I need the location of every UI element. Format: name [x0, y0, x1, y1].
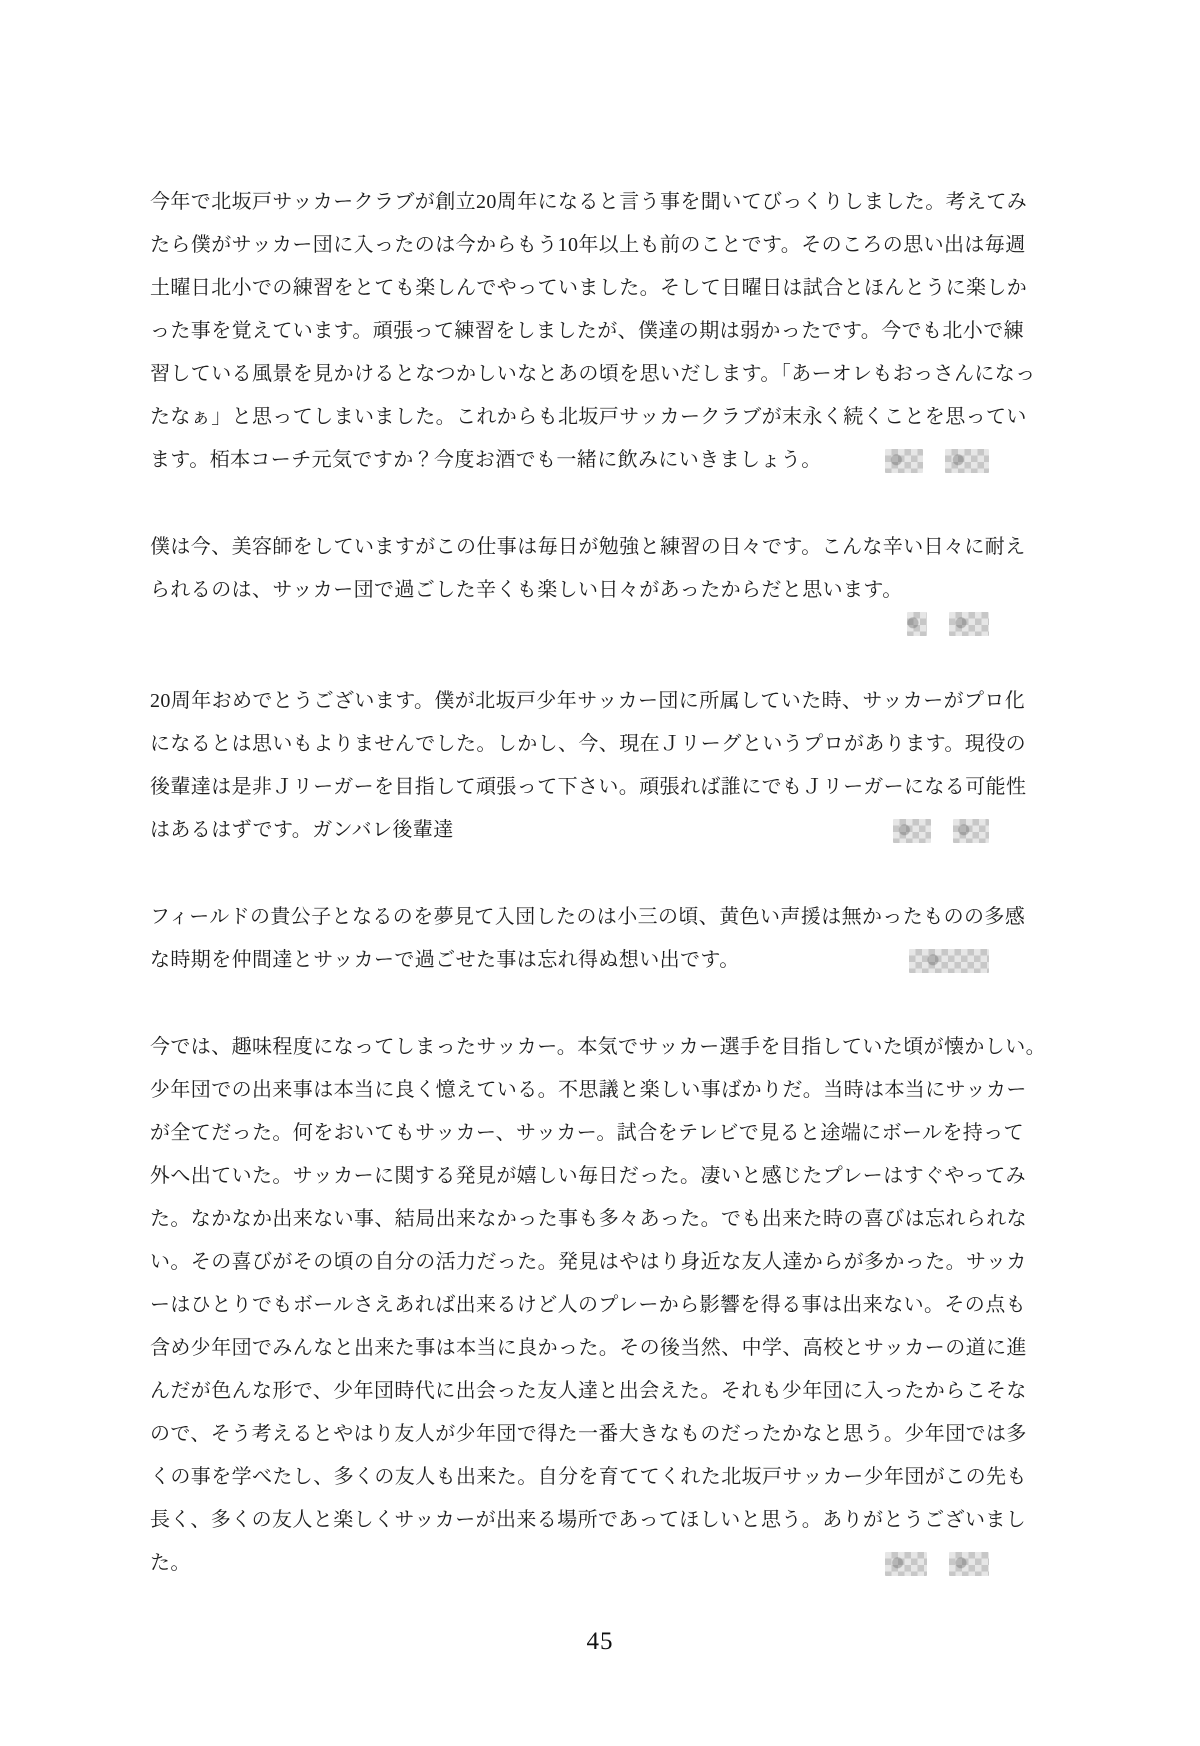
redacted-name-blur	[945, 449, 989, 473]
redacted-name-blur	[907, 612, 927, 636]
text-line: ので、そう考えるとやはり友人が少年団で得た一番大きなものだったかなと思う。少年団では多	[150, 1423, 1027, 1445]
paragraph-1	[150, 181, 1036, 482]
page-content	[150, 181, 1046, 1629]
text-line-with-signature	[150, 1542, 995, 1585]
text-line: 長く、多くの友人と楽しくサッカーが出来る場所であってほしいと思う。ありがとうございまし	[150, 1509, 1027, 1531]
text-line: はあるはずです。ガンバレ後輩達	[150, 819, 454, 841]
redacted-name-blur	[885, 1552, 927, 1576]
redacted-name-blur	[949, 612, 989, 636]
redacted-signature	[907, 612, 989, 636]
text-line: 僕は今、美容師をしていますがこの仕事は毎日が勉強と練習の日々です。こんな辛い日々に耐え	[150, 536, 1026, 558]
text-line: 少年団での出来事は本当に良く憶えている。不思議と楽しい事ばかりだ。当時は本当にサッカー	[150, 1079, 1027, 1101]
text-line: 含め少年団でみんなと出来た事は本当に良かった。その後当然、中学、高校とサッカーの道に進	[150, 1337, 1027, 1359]
text-line: 外へ出ていた。サッカーに関する発見が嬉しい毎日だった。凄いと感じたプレーはすぐやってみ	[150, 1165, 1026, 1187]
text-line: 習している風景を見かけるとなつかしいなとあの頃を思いだします。「あーオレもおっさんになっ	[150, 363, 1036, 385]
text-line: 後輩達は是非Ｊリーガーを目指して頑張って下さい。頑張れば誰にでもＪリーガーになる可能性	[150, 776, 1027, 798]
redacted-signature	[909, 949, 989, 973]
redacted-signature	[893, 819, 989, 843]
text-line: になるとは思いもよりませんでした。しかし、今、現在Ｊリーグというプロがあります。現役の	[150, 733, 1026, 755]
text-line: 今年で北坂戸サッカークラブが創立20周年になると言う事を聞いてびっくりしました。考えてみ	[150, 191, 1028, 213]
text-line-with-signature	[150, 439, 995, 482]
redacted-name-blur	[953, 819, 989, 843]
text-line: い。その喜びがその頃の自分の活力だった。発見はやはり身近な友人達からが多かった。サッカ	[150, 1251, 1027, 1273]
text-line: くの事を学べたし、多くの友人も出来た。自分を育ててくれた北坂戸サッカー少年団がこの先も	[150, 1466, 1027, 1488]
redacted-name-blur	[885, 449, 923, 473]
paragraph-3	[150, 680, 1027, 852]
text-line: 土曜日北小での練習をとても楽しんでやっていました。そして日曜日は試合とほんとうに楽しか	[150, 277, 1028, 299]
redacted-name-blur	[949, 1552, 989, 1576]
text-line: られるのは、サッカー団で過ごした辛くも楽しい日々があったからだと思います。	[150, 579, 903, 601]
text-line: んだが色んな形で、少年団時代に出会った友人達と出会えた。それも少年団に入ったからこそな	[150, 1380, 1027, 1402]
page-number: 45	[586, 1628, 614, 1655]
text-line: た。なかなか出来ない事、結局出来なかった事も多々あった。でも出来た時の喜びは忘れられな	[150, 1208, 1027, 1230]
text-line: た。	[150, 1552, 191, 1574]
text-line: フィールドの貴公子となるのを夢見て入団したのは小三の頃、黄色い声援は無かったものの多感	[150, 906, 1026, 928]
text-line-with-signature	[150, 809, 995, 852]
text-line: った事を覚えています。頑張って練習をしましたが、僕達の期は弱かったです。今でも北小で練	[150, 320, 1024, 342]
redacted-signature	[885, 1552, 989, 1576]
text-line: ーはひとりでもボールさえあれば出来るけど人のプレーから影響を得る事は出来ない。その点も	[150, 1294, 1026, 1316]
redacted-name-blur	[909, 949, 989, 973]
redacted-name-blur	[893, 819, 931, 843]
paragraph-2	[150, 526, 1026, 636]
text-line: たら僕がサッカー団に入ったのは今からもう10年以上も前のことです。そのころの思い出は毎週	[150, 234, 1026, 256]
text-line: 20周年おめでとうございます。僕が北坂戸少年サッカー団に所属していた時、サッカーがプロ化	[150, 690, 1026, 712]
paragraph-5	[150, 1026, 1046, 1585]
signature-line	[150, 612, 995, 636]
text-line: 今では、趣味程度になってしまったサッカー。本気でサッカー選手を目指していた頃が懐かしい。	[150, 1036, 1046, 1058]
text-line: ます。栢本コーチ元気ですか？今度お酒でも一緒に飲みにいきましょう。	[150, 449, 822, 471]
paragraph-4	[150, 896, 1026, 982]
text-line: が全てだった。何をおいてもサッカー、サッカー。試合をテレビで見ると途端にボールを持って	[150, 1122, 1024, 1144]
text-line: たなぁ」と思ってしまいました。これからも北坂戸サッカークラブが末永く続くことを思ってい	[150, 406, 1027, 428]
text-line: な時期を仲間達とサッカーで過ごせた事は忘れ得ぬ想い出です。	[150, 949, 740, 971]
text-line-with-signature	[150, 939, 995, 982]
redacted-signature	[885, 449, 989, 473]
